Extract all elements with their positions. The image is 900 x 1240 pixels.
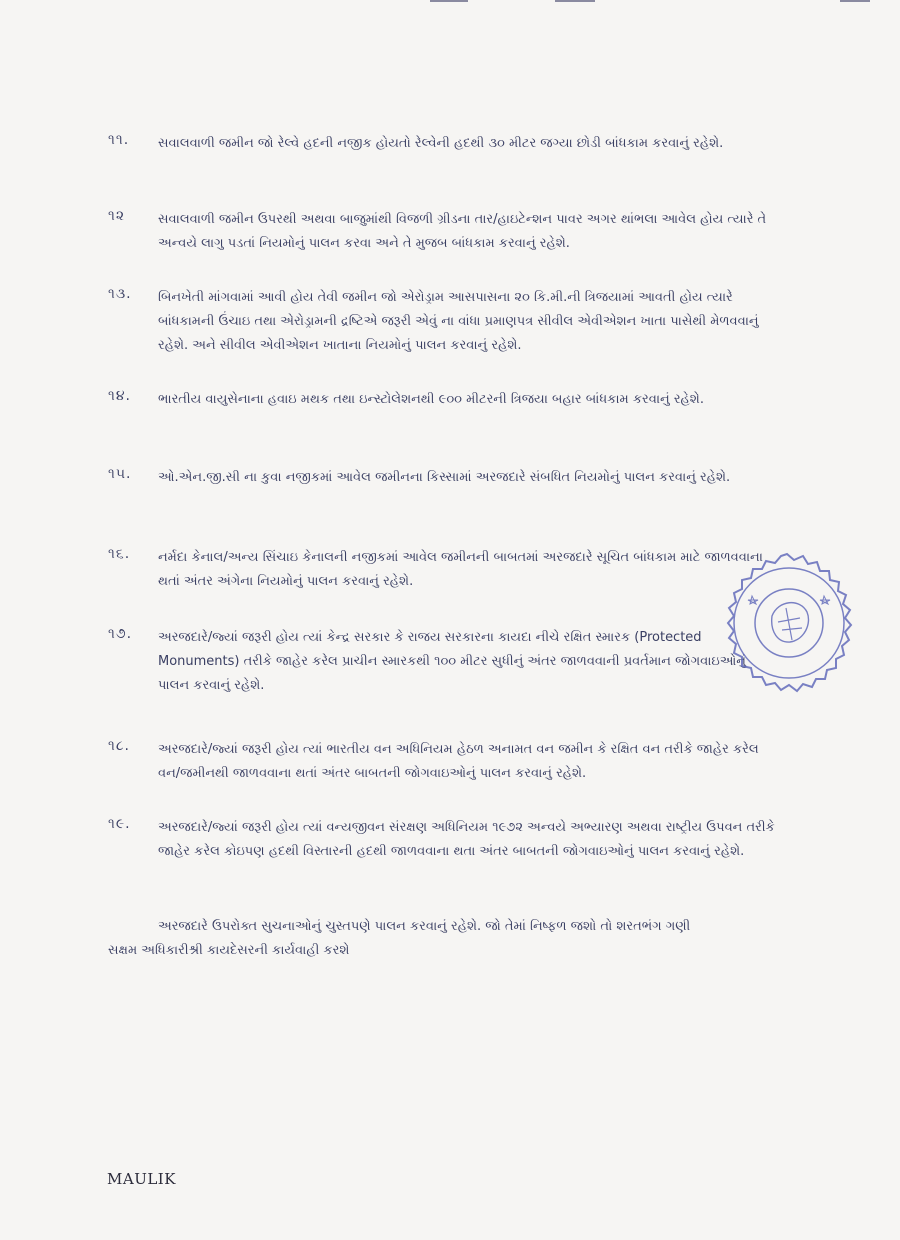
scan-edge-mark xyxy=(840,0,870,2)
scan-edge-mark xyxy=(430,0,468,2)
clause-number: ૧૫. xyxy=(108,466,132,482)
closing-paragraph xyxy=(108,915,778,963)
scan-edge-mark xyxy=(555,0,595,2)
clause-text: અરજદારે/જ્યાં જરૂરી હોય ત્યાં ભારતીય વન અધિનિયમ હેઠળ અનામત વન જમીન કે રક્ષિત વન તરીકે જાહેર કરેલ વન/જમીનથી જાળવવાના થતાં અંતર બાબતની જોગવાઇઓનું પાલન કરવાનું રહેશે. xyxy=(158,742,759,781)
official-seal-stamp xyxy=(712,548,862,698)
clause-text: અરજદારે/જ્યાં જરૂરી હોય ત્યાં કેન્દ્ર સરકાર કે રાજય સરકારના કાયદા નીચે રક્ષિત સ્મારક (Protected Monuments) તરીકે જાહેર કરેલ પ્રાચીન સ્મારકથી ૧૦૦ મીટર સુધીનું અંતર જાળવવાની પ્રવર્તમાન જોગવાઇઓનું પાલન કરવાનું રહેશે. xyxy=(158,630,746,693)
closing-line-2: સક્ષમ અધિકારીશ્રી કાયદેસરની કાર્યવાહી કરશે xyxy=(108,943,350,958)
closing-line-1: અરજદારે ઉપરોક્ત સુચનાઓનું ચુસ્તપણે પાલન કરવાનું રહેશે. જો તેમાં નિષ્ફળ જશો તો શરતભંગ ગણી xyxy=(158,919,691,934)
clause-number: ૧૩. xyxy=(108,286,132,302)
clause-text: ભારતીય વાયુસેનાના હવાઇ મથક તથા ઇન્સ્ટોલેશનથી ૯૦૦ મીટરની ત્રિજયા બહાર બાંધકામ કરવાનું રહેશે. xyxy=(158,392,704,407)
clause-text: ઓ.એન.જી.સી ના કુવા નજીકમાં આવેલ જમીનના કિસ્સામાં અરજદારે સંબધિત નિયમોનું પાલન કરવાનું રહેશે. xyxy=(158,470,731,485)
clause-text: સવાલવાળી જમીન જો રેલ્વે હદની નજીક હોયતો રેલ્વેની હદથી ૩૦ મીટર જગ્યા છોડી બાંધકામ કરવાનું રહેશે. xyxy=(158,136,724,151)
clause-number: ૧૧. xyxy=(108,132,130,148)
clause-number: ૧૯. xyxy=(108,816,131,832)
clause-number: ૧૨ xyxy=(108,208,126,224)
clause-number: ૧૪. xyxy=(108,388,131,404)
clause-text: સવાલવાળી જમીન ઉપરથી અથવા બાજુમાંથી વિજળી ગ્રીડના તાર/હાઇટેન્શન પાવર અગર થાંભલા આવેલ હોય ત્યારે તે અન્વયે લાગુ પડતાં નિયમોનું પાલન કરવા અને તે મુજબ બાંધકામ કરવાનું રહેશે. xyxy=(158,212,767,251)
clause-number: ૧૭. xyxy=(108,626,133,642)
clause-number: ૧૮. xyxy=(108,738,131,754)
clause-text: અરજદારે/જ્યાં જરૂરી હોય ત્યાં વન્યજીવન સંરક્ષણ અધિનિયમ ૧૯૭૨ અન્વયે અભ્યારણ અથવા રાષ્ટ્રીય ઉપવન તરીકે જાહેર કરેલ કોઇપણ હદથી વિસ્તારની હદથી જાળવવાના થતા અંતર બાબતની જોગવાઇઓનું પાલન કરવાનું રહેશે. xyxy=(158,820,775,859)
clause-text: નર્મદા કેનાલ/અન્ય સિંચાઇ કેનાલની નજીકમાં આવેલ જમીનની બાબતમાં અરજદારે સૂચિત બાંધકામ માટે જાળવવાના થતાં અંતર અંગેના નિયમોનું પાલન કરવાનું રહેશે. xyxy=(158,550,763,589)
clause-text: બિનખેતી માંગવામાં આવી હોય તેવી જમીન જો એરોડ્રામ આસપાસના ૨૦ કિ.મી.ની ત્રિજયામાં આવતી હોય ત્યારે બાંધકામની ઉંચાઇ તથા એરોડ્રામની દ્રષ્ટિએ જરૂરી એવું ના વાંધા પ્રમાણપત્ર સીવીલ એવીએશન ખાતા પાસેથી મેળવવાનું રહેશે. અને સીવીલ એવીએશન ખાતાના નિયમોનું પાલન કરવાનું રહેશે. xyxy=(158,290,759,353)
signature-name: MAULIK xyxy=(107,1170,176,1188)
clause-number: ૧૬. xyxy=(108,546,131,562)
